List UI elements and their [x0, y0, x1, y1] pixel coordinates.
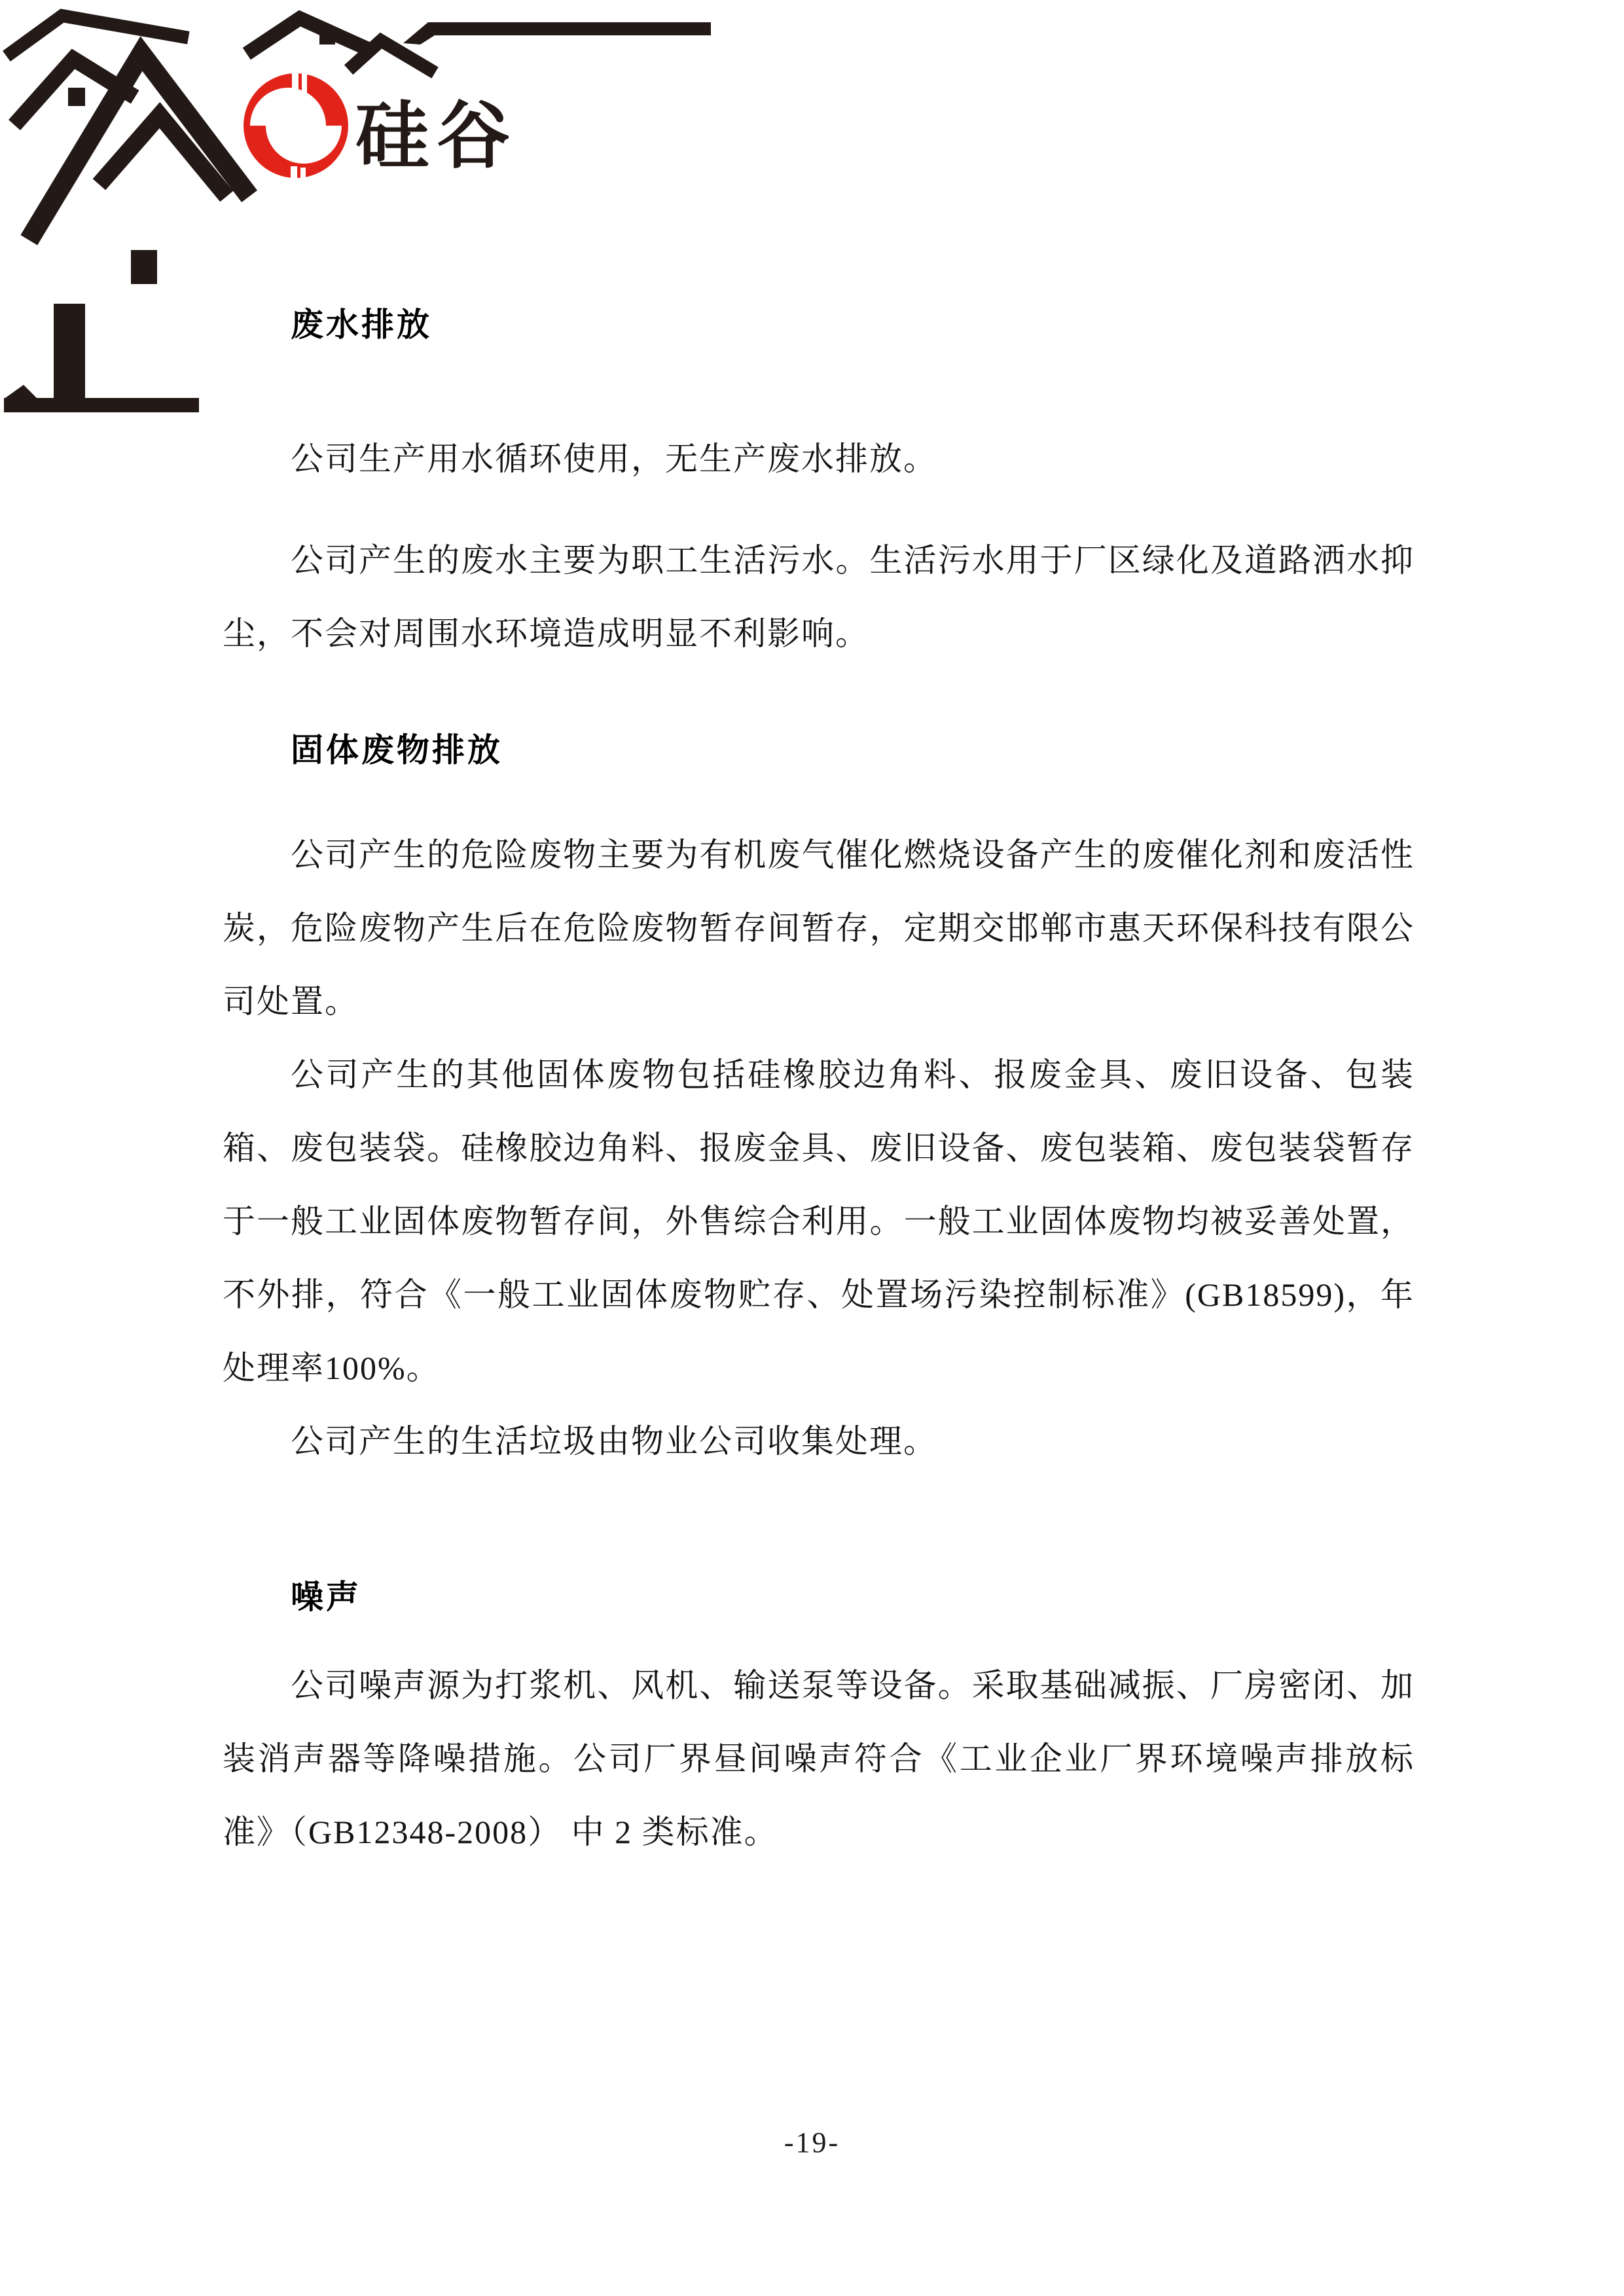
brand-text: 硅谷 [355, 95, 518, 177]
section-heading-solid-waste: 固体废物排放 [291, 732, 503, 768]
section-heading-noise: 噪声 [291, 1579, 361, 1615]
section-heading-wastewater: 废水排放 [291, 306, 432, 343]
paragraph: 公司噪声源为打浆机、风机、输送泵等设备。采取基础减振、厂房密闭、加装消声器等降噪措施。公司厂界昼间噪声符合《工业企业厂界环境噪声排放标准》（GB12348-2008） 中 2 类标准。 [223, 1667, 1415, 1850]
emblem-icon [244, 72, 348, 204]
paragraph: 公司产生的其他固体废物包括硅橡胶边角料、报废金具、废旧设备、包装箱、废包装袋。硅橡胶边角料、报废金具、废旧设备、废包装箱、废包装袋暂存于一般工业固体废物暂存间，外售综合利用。一般工业固体废物均被妥善处置，不外排，符合《一般工业固体废物贮存、处置场污染控制标准》(GB18599)，年处理率100%。 [223, 1056, 1415, 1386]
paragraph: 公司生产用水循环使用，无生产废水排放。 [291, 440, 937, 477]
document-content [223, 288, 1415, 1869]
paragraph: 公司产生的废水主要为职工生活污水。生活污水用于厂区绿化及道路洒水抑尘，不会对周围水环境造成明显不利影响。 [223, 542, 1415, 652]
page-number: -19- [784, 2126, 840, 2159]
paragraph: 公司产生的危险废物主要为有机废气催化燃烧设备产生的废催化剂和废活性炭，危险废物产生后在危险废物暂存间暂存，定期交邯郸市惠天环保科技有限公司处置。 [223, 836, 1415, 1020]
paragraph: 公司产生的生活垃圾由物业公司收集处理。 [291, 1423, 937, 1460]
